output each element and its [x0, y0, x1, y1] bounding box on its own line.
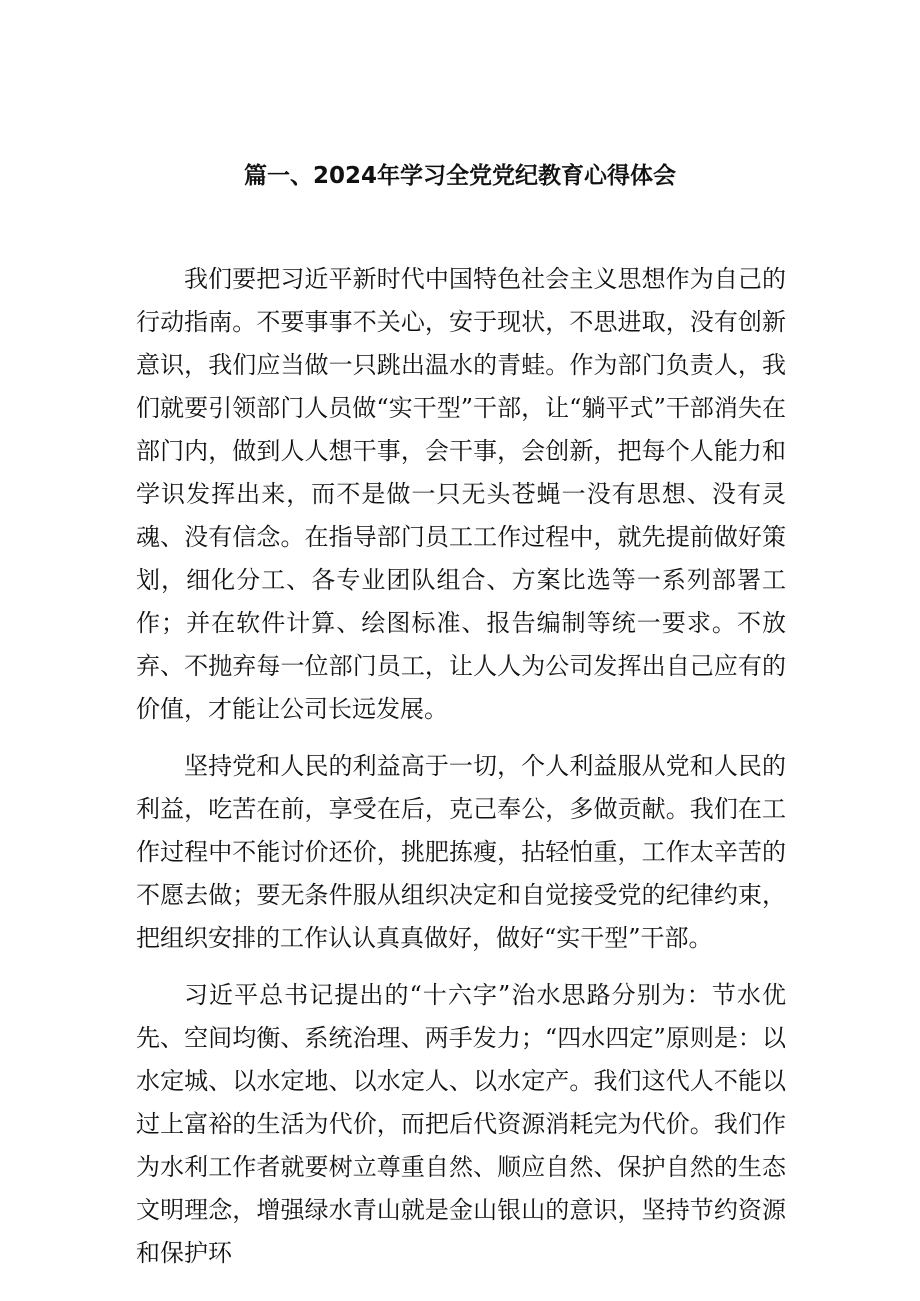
document-title: 篇一、2024年学习全党党纪教育心得体会	[243, 163, 676, 189]
paragraph: 坚持党和人民的利益高于一切，个人利益服从党和人民的利益，吃苦在前，享受在后，克己奉公，多做贡献。我们在工作过程中不能讨价还价，挑肥拣瘦，拈轻怕重，工作太辛苦的不愿去做；要无条件服从组织决定和自觉接受党的纪律约束，把组织安排的工作认认真真做好，做好“实干型”干部。	[136, 752, 786, 952]
document-body	[136, 258, 786, 1289]
paragraph: 习近平总书记提出的“十六字”治水思路分别为：节水优先、空间均衡、系统治理、两手发力；“四水四定”原则是：以水定城、以水定地、以水定人、以水定产。我们这代人不能以过上富裕的生活为代价，而把后代资源消耗完为代价。我们作为水利工作者就要树立尊重自然、顺应自然、保护自然的生态文明理念，增强绿水青山就是金山银山的意识，坚持节约资源和保护环	[136, 981, 786, 1267]
paragraph: 我们要把习近平新时代中国特色社会主义思想作为自己的行动指南。不要事事不关心，安于现状，不思进取，没有创新意识，我们应当做一只跳出温水的青蛙。作为部门负责人，我们就要引领部门人员做“实干型”干部，让“躺平式”干部消失在部门内，做到人人想干事，会干事，会创新，把每个人能力和学识发挥出来，而不是做一只无头苍蝇一没有思想、没有灵魂、没有信念。在指导部门员工工作过程中，就先提前做好策划，细化分工、各专业团队组合、方案比选等一系列部署工作；并在软件计算、绘图标准、报告编制等统一要求。不放弃、不抛弃每一位部门员工，让人人为公司发挥出自己应有的价值，才能让公司长远发展。	[136, 265, 786, 723]
